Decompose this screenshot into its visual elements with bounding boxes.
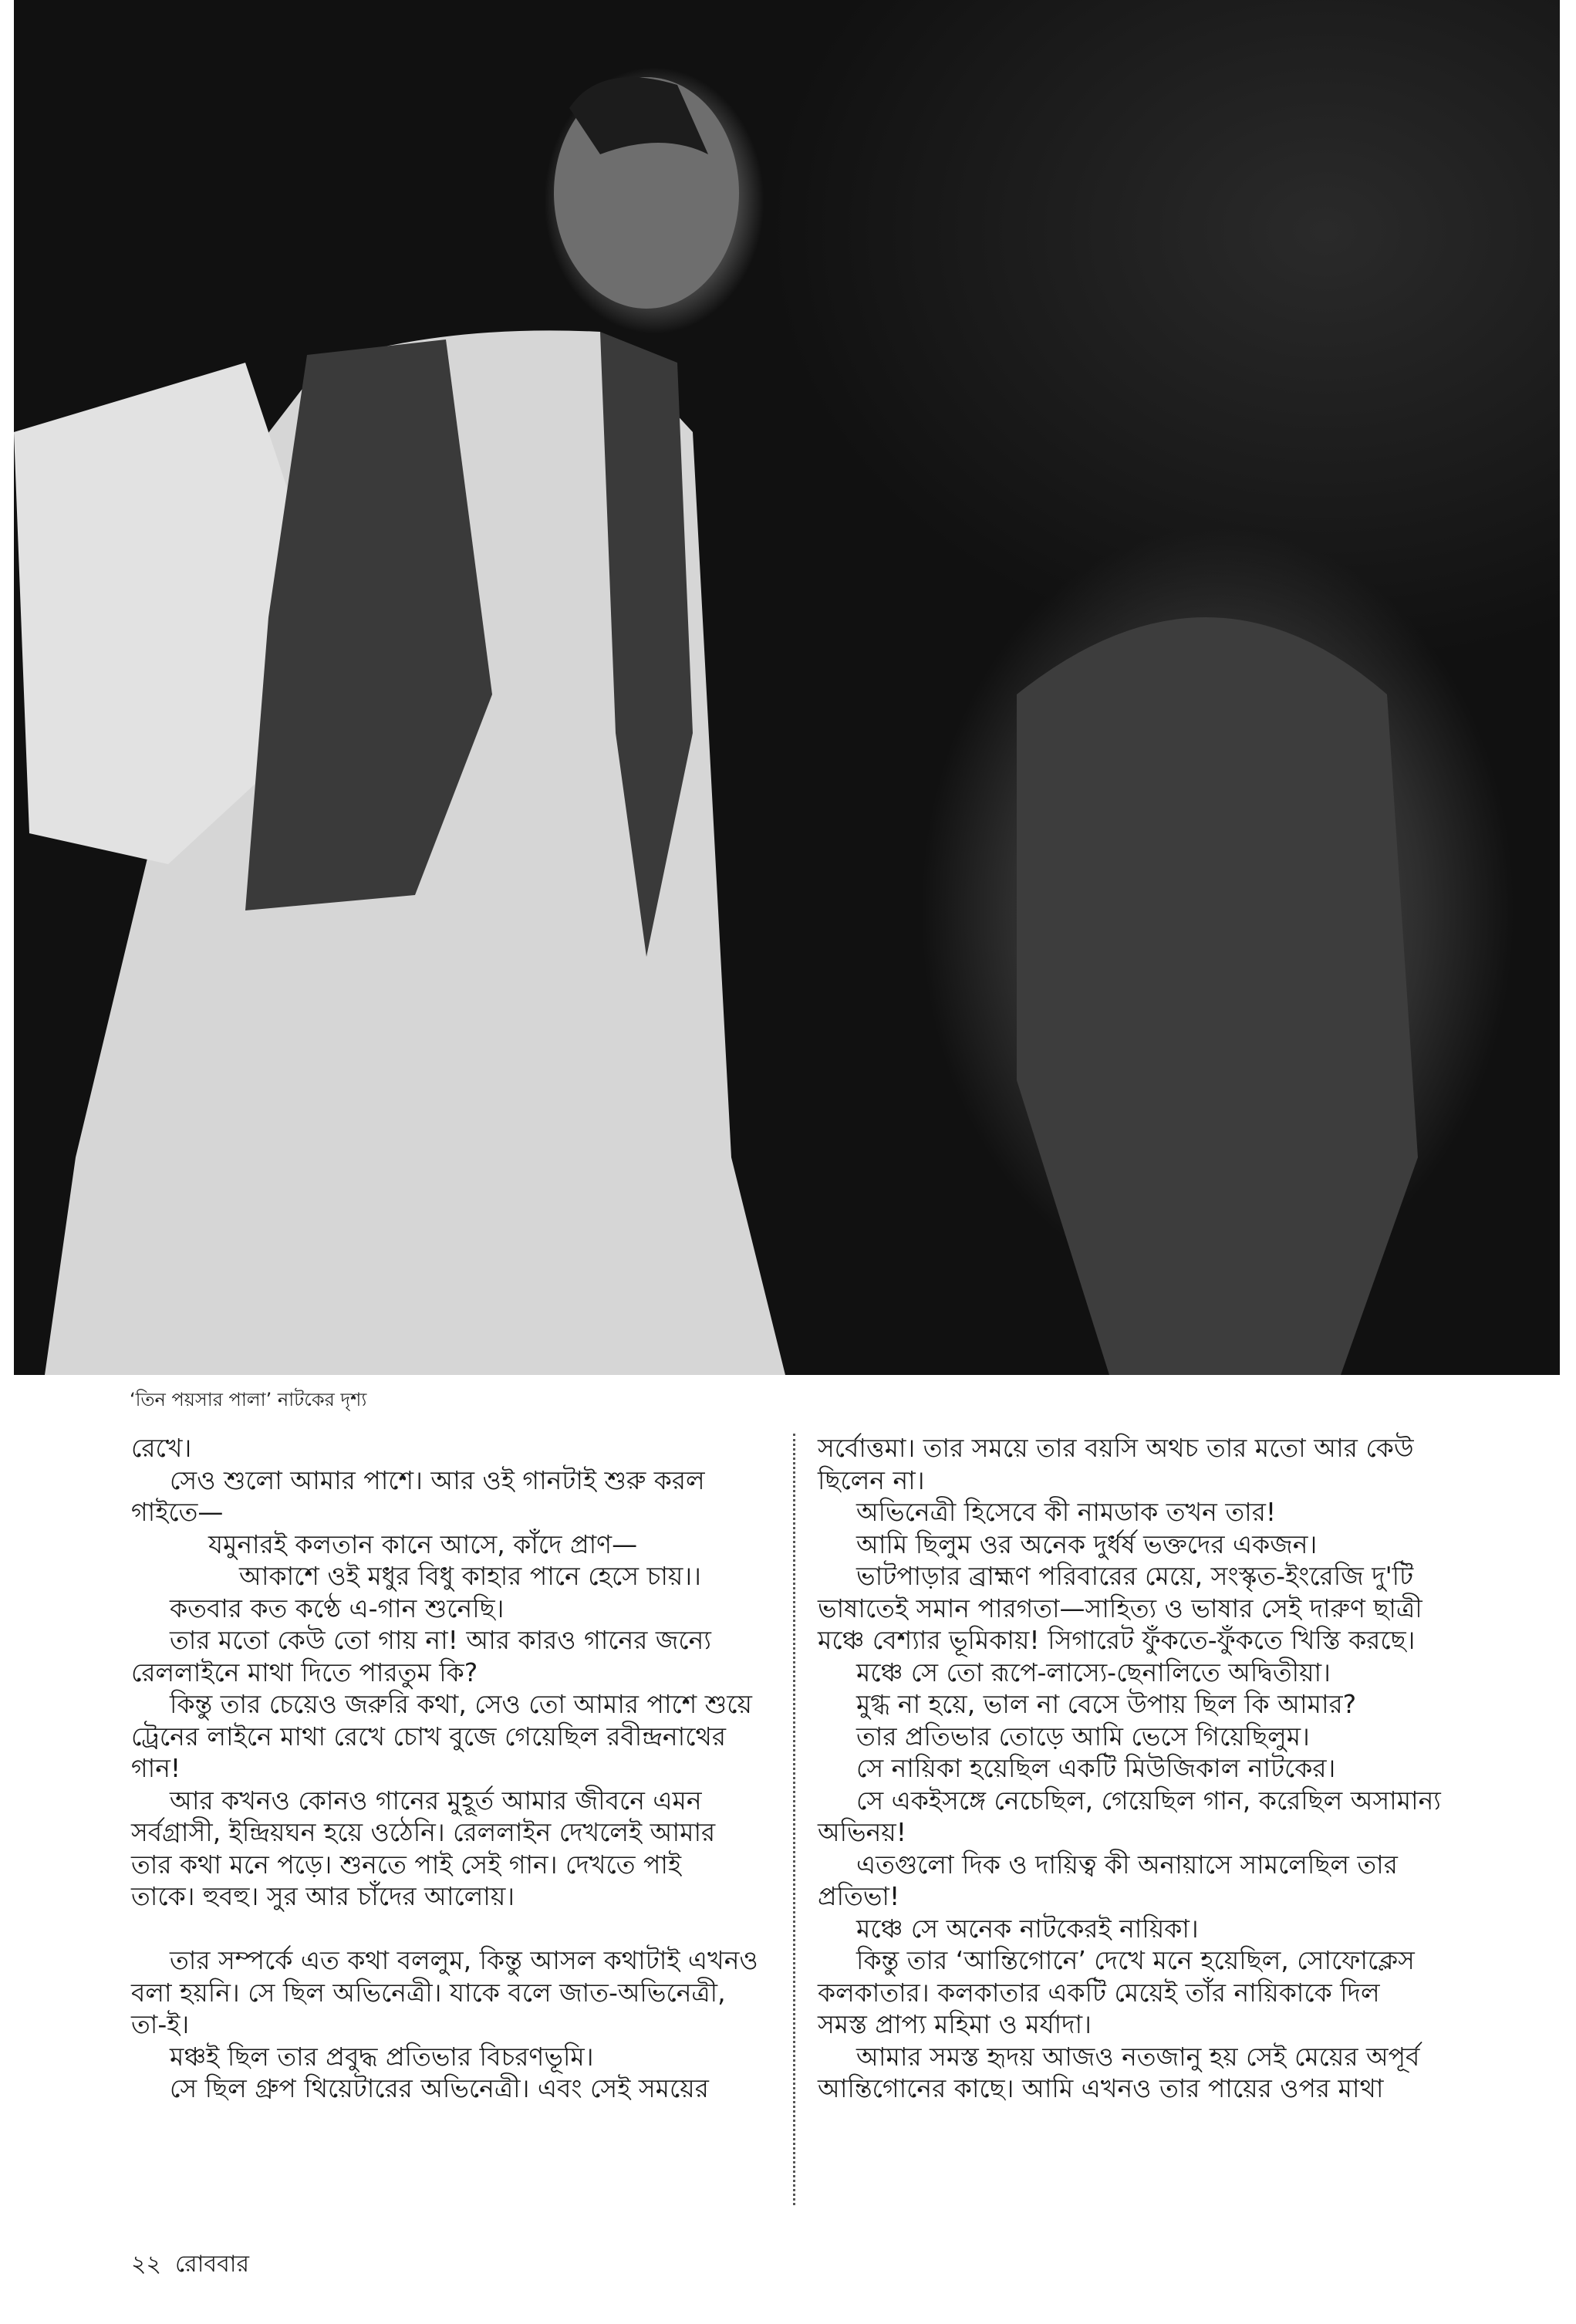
text-line: রেখে। [131, 1433, 192, 1463]
background-figure [1017, 617, 1418, 1375]
text-line: মুগ্ধ না হয়ে, ভাল না বেসে উপায় ছিল কি আমার? [856, 1689, 1357, 1719]
photo-illustration [14, 0, 1560, 1375]
text-line: ভাষাতেই সমান পারগতা—সাহিত্য ও ভাষার সেই দারুণ ছাত্রী [818, 1593, 1422, 1623]
text-line: কিন্তু তার চেয়েও জরুরি কথা, সেও তো আমার পাশে শুয়ে [170, 1689, 752, 1719]
text-line: এতগুলো দিক ও দায়িত্ব কী অনায়াসে সামলেছিল তার [856, 1849, 1398, 1880]
text-line: সে নায়িকা হয়েছিল একটি মিউজিকাল নাটকের। [856, 1753, 1336, 1783]
publication-name: রোববার [175, 2251, 249, 2278]
text-line: যমুনারই কলতান কানে আসে, কাঁদে প্রাণ— [208, 1529, 638, 1559]
text-line: কতবার কত কণ্ঠে এ-গান শুনেছি। [170, 1593, 505, 1623]
text-line: সেও শুলো আমার পাশে। আর ওই গানটাই শুরু করল [170, 1464, 705, 1495]
text-line: সে একইসঙ্গে নেচেছিল, গেয়েছিল গান, করেছিল অসামান্য [856, 1785, 1441, 1816]
text-line: কিন্তু তার ‘আন্তিগোনে’ দেখে মনে হয়েছিল, সোফোক্লেস [856, 1945, 1415, 1975]
photo-caption: ‘তিন পয়সার পালা’ নাটকের দৃশ্য [130, 1389, 367, 1410]
article-left-column [131, 1432, 764, 2105]
text-line: তার সম্পর্কে এত কথা বললুম, কিন্তু আসল কথাটাই এখনও [170, 1945, 758, 1975]
text-line: আকাশে ওই মধুর বিধু কাহার পানে হেসে চায়।। [239, 1561, 701, 1591]
text-line: মঞ্চে সে অনেক নাটকেরই নায়িকা। [856, 1913, 1199, 1944]
text-line: মঞ্চে সে তো রূপে-লাস্যে-ছেনালিতে অদ্বিতীয়া। [856, 1657, 1331, 1687]
page-number: ২২ [131, 2251, 162, 2278]
page-footer [131, 2245, 263, 2285]
text-line: সমস্ত প্রাপ্য মহিমা ও মর্যাদা। [818, 2009, 1092, 2039]
stage-photo [14, 0, 1560, 1375]
text-line: তার কথা মনে পড়ে। শুনতে পাই সেই গান। দেখতে পাই [131, 1849, 682, 1880]
text-line [131, 1913, 764, 1945]
text-line: মঞ্চে বেশ্যার ভূমিকায়! সিগারেট ফুঁকতে-ফুঁকতে খিস্তি করছে। [818, 1625, 1416, 1655]
text-line: অভিনয়! [818, 1817, 906, 1847]
text-line: অভিনেত্রী হিসেবে কী নামডাক তখন তার! [856, 1497, 1277, 1527]
text-line: রেললাইনে মাথা দিতে পারতুম কি? [131, 1657, 478, 1687]
text-line: আর কখনও কোনও গানের মুহূর্ত আমার জীবনে এমন [170, 1785, 702, 1816]
text-line: ভাটপাড়ার ব্রাহ্মণ পরিবারের মেয়ে, সংস্কৃত-ইংরেজি দু'টি [856, 1561, 1414, 1591]
text-line: ছিলেন না। [818, 1464, 925, 1495]
text-line: বলা হয়নি। সে ছিল অভিনেত্রী। যাকে বলে জাত-অভিনেত্রী, [131, 1977, 726, 2008]
text-line: প্রতিভা! [818, 1881, 900, 1911]
text-line: তার প্রতিভার তোড়ে আমি ভেসে গিয়েছিলুম। [856, 1721, 1310, 1751]
text-line: সর্বোত্তমা। তার সময়ে তার বয়সি অথচ তার মতো আর কেউ [818, 1433, 1414, 1463]
text-line: তার মতো কেউ তো গায় না! আর কারও গানের জন্যে [170, 1625, 711, 1655]
text-line: গান! [131, 1753, 181, 1783]
text-line: সে ছিল গ্রুপ থিয়েটারের অভিনেত্রী। এবং সেই সময়ের [170, 2073, 709, 2103]
text-line: আমার সমস্ত হৃদয় আজও নতজানু হয় সেই মেয়ের অপূর্ব [856, 2041, 1420, 2072]
text-line: মঞ্চই ছিল তার প্রবুদ্ধ প্রতিভার বিচরণভূমি। [170, 2041, 594, 2072]
article-right-column [818, 1432, 1473, 2105]
text-line: তাকে। হুবহু। সুর আর চাঁদের আলোয়। [131, 1881, 515, 1911]
text-line: ট্রেনের লাইনে মাথা রেখে চোখ বুজে গেয়েছিল রবীন্দ্রনাথের [131, 1721, 726, 1751]
text-line: আন্তিগোনের কাছে। আমি এখনও তার পায়ের ওপর মাথা [818, 2073, 1384, 2103]
text-line: আমি ছিলুম ওর অনেক দুর্ধর্ষ ভক্তদের একজন। [856, 1529, 1318, 1559]
column-divider [793, 1434, 795, 2205]
text-line: তা-ই। [131, 2009, 190, 2039]
text-line: সর্বগ্রাসী, ইন্দ্রিয়ঘন হয়ে ওঠেনি। রেললাইন দেখলেই আমার [131, 1817, 716, 1847]
text-line: গাইতে— [131, 1497, 224, 1527]
text-line: কলকাতার। কলকাতার একটি মেয়েই তাঁর নায়িকাকে দিল [818, 1977, 1380, 2008]
